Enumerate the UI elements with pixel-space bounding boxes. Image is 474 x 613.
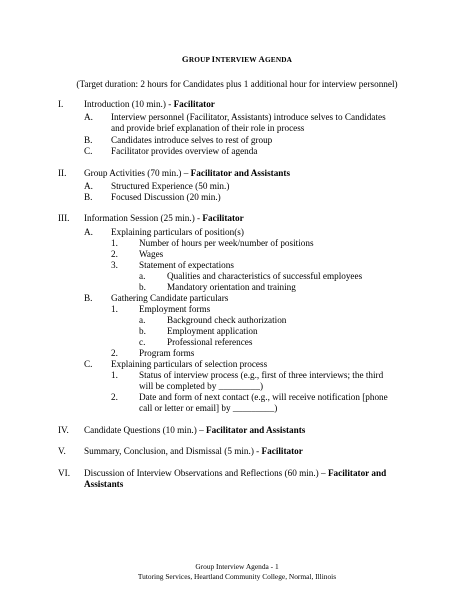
- item-text: and provide brief explanation of their role in process: [111, 123, 305, 133]
- item-text: call or letter or email] by _________): [139, 403, 278, 413]
- item-text: Date and form of next contact (e.g., will receive notification [phone: [139, 392, 388, 402]
- section-heading-cont: Assistants: [84, 479, 124, 489]
- item-text: Explaining particulars of selection process: [111, 359, 268, 369]
- item-number: B.: [84, 135, 93, 145]
- item-number: C.: [84, 359, 93, 369]
- item-text: Focused Discussion (20 min.): [111, 192, 221, 202]
- item-text: Employment forms: [139, 304, 211, 314]
- item-number: a.: [139, 315, 146, 325]
- section-number: III.: [58, 213, 70, 223]
- section-heading: Introduction (10 min.) - Facilitator: [84, 99, 215, 109]
- section-number: IV.: [58, 425, 69, 435]
- item-number: b.: [139, 282, 146, 292]
- item-text: Statement of expectations: [139, 260, 234, 270]
- subtitle: (Target duration: 2 hours for Candidates plus 1 additional hour for interview personnel): [76, 79, 398, 89]
- section-number: V.: [58, 446, 66, 456]
- item-text: will be completed by _________): [139, 381, 264, 391]
- item-text: Background check authorization: [167, 315, 287, 325]
- item-number: 2.: [111, 348, 118, 358]
- footer-line-2: Tutoring Services, Heartland Community College, Normal, Illinois: [137, 572, 337, 581]
- item-text: Qualities and characteristics of successful employees: [167, 271, 363, 281]
- item-number: B.: [84, 192, 93, 202]
- item-number: 1.: [111, 370, 118, 380]
- section-heading: Information Session (25 min.) - Facilitator: [84, 213, 244, 223]
- item-text: Interview personnel (Facilitator, Assistants) introduce selves to Candidates: [111, 112, 386, 122]
- section-heading: Summary, Conclusion, and Dismissal (5 min.) - Facilitator: [84, 446, 303, 456]
- item-number: B.: [84, 293, 93, 303]
- item-text: Employment application: [167, 326, 258, 336]
- section-number: I.: [58, 99, 64, 109]
- item-text: Professional references: [167, 337, 253, 347]
- section-heading: Candidate Questions (10 min.) – Facilitator and Assistants: [84, 425, 306, 435]
- footer-line-1: Group Interview Agenda - 1: [195, 562, 279, 571]
- section-number: II.: [58, 168, 67, 178]
- section-heading: Group Activities (70 min.) – Facilitator and Assistants: [84, 168, 291, 178]
- item-text: Number of hours per week/number of positions: [139, 238, 314, 248]
- item-number: 1.: [111, 238, 118, 248]
- page-title: GROUP INTERVIEW AGENDA: [181, 54, 293, 64]
- item-number: a.: [139, 271, 146, 281]
- item-text: Facilitator provides overview of agenda: [111, 146, 258, 156]
- item-number: 1.: [111, 304, 118, 314]
- item-number: 2.: [111, 249, 118, 259]
- item-text: Structured Experience (50 min.): [111, 181, 230, 191]
- item-text: Candidates introduce selves to rest of group: [111, 135, 273, 145]
- item-number: A.: [84, 112, 93, 122]
- item-number: 3.: [111, 260, 118, 270]
- item-text: Wages: [139, 249, 164, 259]
- item-number: b.: [139, 326, 146, 336]
- item-number: 2.: [111, 392, 118, 402]
- item-text: Program forms: [139, 348, 195, 358]
- item-number: c.: [139, 337, 146, 347]
- item-text: Explaining particulars of position(s): [111, 227, 244, 237]
- item-text: Gathering Candidate particulars: [111, 293, 229, 303]
- item-number: C.: [84, 146, 93, 156]
- section-number: VI.: [58, 468, 70, 478]
- item-number: A.: [84, 227, 93, 237]
- section-heading: Discussion of Interview Observations and Reflections (60 min.) – Facilitator and: [84, 468, 387, 478]
- item-text: Status of interview process (e.g., first of three interviews; the third: [139, 370, 384, 380]
- item-text: Mandatory orientation and training: [167, 282, 296, 292]
- item-number: A.: [84, 181, 93, 191]
